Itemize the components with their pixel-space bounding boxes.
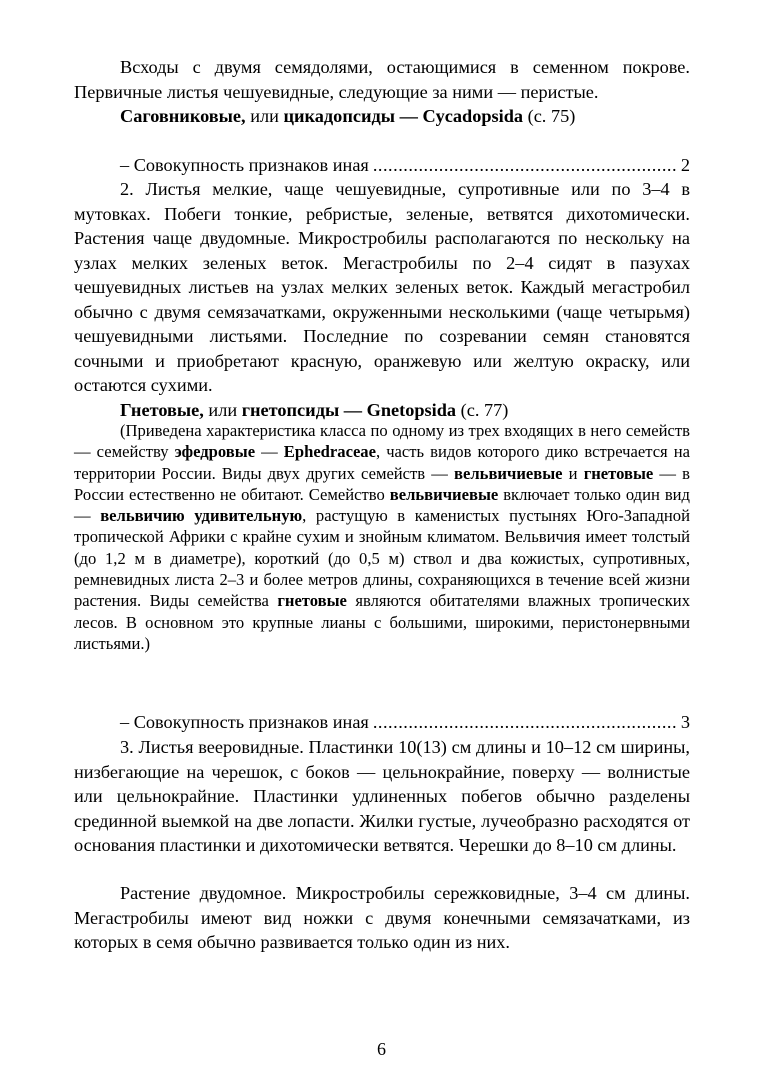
- key-line-to-2-leader: [373, 153, 677, 178]
- key-line-to-3-text: – Совокупность признаков иная: [120, 712, 369, 732]
- note-bold-term: вельвичию удивительную: [100, 506, 303, 526]
- key-line-to-2: [74, 153, 690, 178]
- note-text: — в России естественно не обитают. Семейство: [74, 463, 690, 504]
- note-bold-term: Ephedraceae: [283, 442, 376, 462]
- key-line-to-3: [74, 710, 690, 735]
- paragraph-key-2: 2. Листья мелкие, чаще чешуевидные, супротивные или по 3–4 в мутовках. Побеги тонкие, ребристые, зеленые, ветвятся дихотомически. Растения чаще двудомные. Микростробилы располагаются по нескольку на узлах мелких зеленых веток. Мегастробилы по 2–4 сидят в пазухах чешуевидных листьев на узлах мелких зеленых веток. Каждый мегастробил обычно с двумя семязачатками, окруженными несколькими (чаще четырьмя) чешуевидными листьями. Последние по созревании семян становятся сочными и приобретают красную, оранжевую или желтую окраску, или остаются сухими.: [74, 179, 690, 395]
- note-bold-term: гнетовые: [583, 463, 654, 483]
- paragraph-dioecious: Растение двудомное. Микростробилы сережковидные, 3–4 см длины. Мегастробилы имеют вид ножки с двумя конечными семязачатками, из которых в семя обычно развивается только один из них.: [74, 883, 690, 952]
- note-text: , часть видов которого дико встречается на территории России. Виды двух других семейств —: [74, 442, 690, 483]
- key-line-to-2-target: 2: [680, 155, 690, 175]
- note-text: и: [562, 463, 584, 483]
- note-gnetopsida: [74, 420, 690, 654]
- heading-cycadopsida-page-ref: (с. 75): [523, 106, 576, 126]
- key-line-to-3-target: 3: [680, 712, 690, 732]
- page-number: 6: [377, 1039, 386, 1059]
- heading-gnetopsida-latin: гнетопсиды — Gnetopsida: [241, 400, 457, 420]
- heading-gnetopsida-name: Гнетовые,: [120, 400, 204, 420]
- note-bold-term: гнетовые: [277, 591, 347, 611]
- key-line-to-2-text: – Совокупность признаков иная: [120, 155, 369, 175]
- note-text: являются обитателями влажных тропических лесов. В основном это крупные лианы с большими, широкими, перистонервными листьями.): [74, 591, 690, 653]
- paragraph-seedlings: Всходы с двумя семядолями, остающимися в семенном покрове. Первичные листья чешуевидные, следующие за ними — перистые.: [74, 57, 690, 102]
- paragraph-key-3: 3. Листья вееровидные. Пластинки 10(13) см длины и 10–12 см ширины, низбегающие на черешок, с боков — цельнокрайние, поверху — волнистые или цельнокрайние. Пластинки удлиненных побегов обычно разделены срединной выемкой на две лопасти. Жилки густые, лучеобразно расходятся от основания пластинки и дихотомически ветвятся. Черешки до 8–10 см длины.: [74, 737, 690, 855]
- heading-cycadopsida-name: Саговниковые,: [120, 106, 246, 126]
- note-bold-term: вельвичиевые: [389, 484, 499, 504]
- note-text: включает только один вид —: [74, 484, 690, 526]
- heading-cycadopsida-latin: цикадопсиды — Cycadopsida: [283, 106, 524, 126]
- heading-gnetopsida-page-ref: (с. 77): [456, 400, 509, 420]
- note-text: —: [255, 442, 284, 462]
- note-bold-term: вельвичиевые: [454, 463, 563, 483]
- heading-cycadopsida: [74, 104, 690, 129]
- key-line-to-3-leader: [373, 710, 677, 735]
- heading-cycadopsida-connector: или: [245, 106, 284, 126]
- heading-gnetopsida-connector: или: [203, 400, 242, 420]
- note-text: , растущую в каменистых пустынях Юго-Западной тропической Африки с крайне сухим и знойным климатом. Вельвичия имеет толстый (до 1,2 м в диаметре), короткий (до 0,5 м) ствол и два кожистых, супротивных, ремневидных листа 2–3 и более метров длины, сохраняющихся в течение всей жизни растения. Виды семейства: [74, 506, 690, 611]
- note-bold-term: эфедровые: [174, 442, 256, 462]
- note-text: (Приведена характеристика класса по одному из трех входящих в него семейств — семейству: [74, 421, 690, 462]
- heading-gnetopsida: [74, 398, 690, 423]
